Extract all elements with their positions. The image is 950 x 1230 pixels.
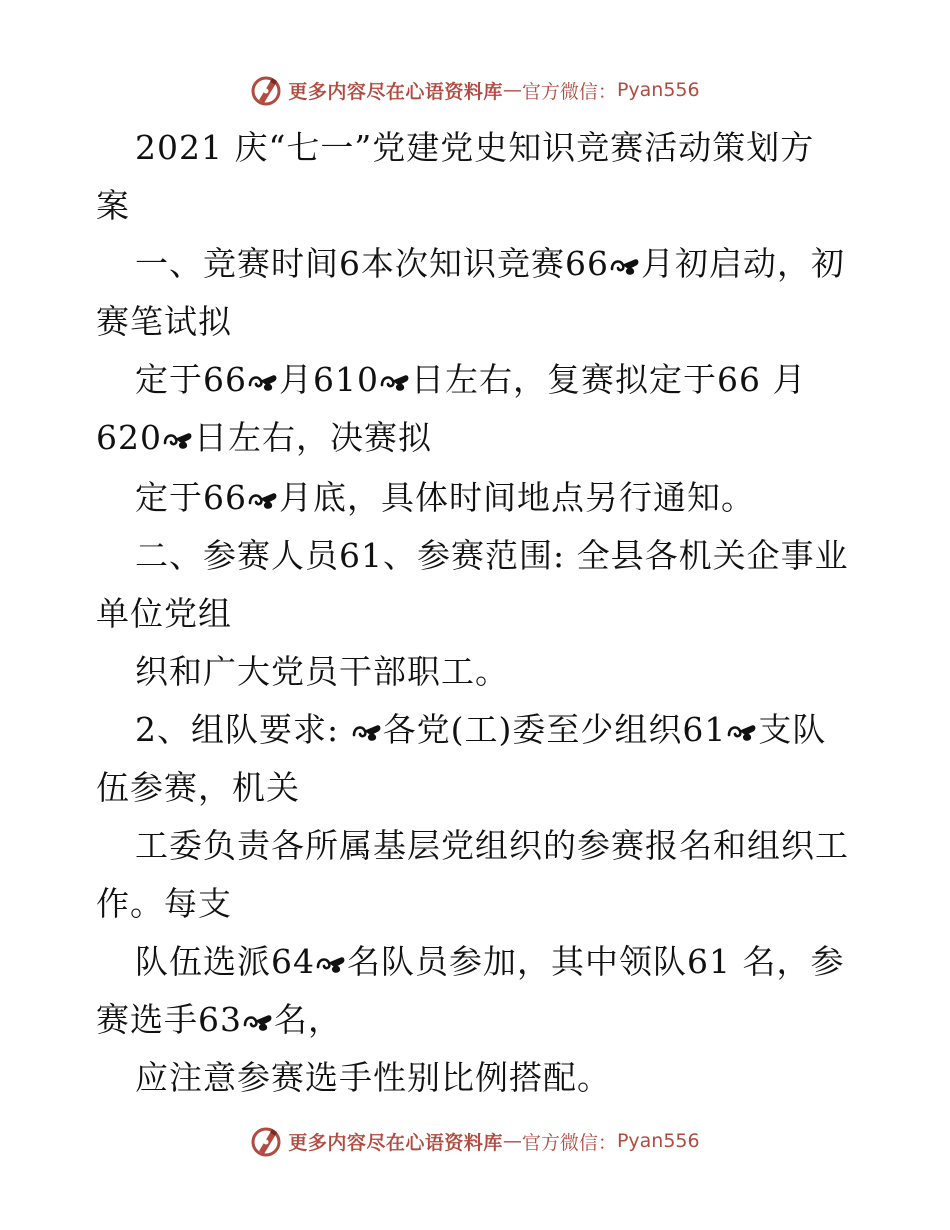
paragraph-line: 作。每支 bbox=[96, 884, 232, 923]
paragraph-line bbox=[135, 360, 806, 400]
watermark-text: 更多内容尽在心语资料库 bbox=[288, 80, 503, 103]
text-segment: 定于66 bbox=[135, 478, 247, 517]
text-segment: 620 bbox=[96, 418, 162, 457]
paragraph-line bbox=[135, 710, 826, 750]
header-watermark bbox=[0, 70, 950, 110]
footer-watermark bbox=[0, 1121, 950, 1161]
text-segment: 月初启动，初 bbox=[641, 244, 845, 283]
text-segment: 支队 bbox=[758, 710, 827, 749]
watermark-text: 更多内容尽在心语资料库 bbox=[288, 1131, 503, 1154]
text-segment: 日左右，决赛拟 bbox=[194, 418, 432, 457]
paragraph-line: 单位党组 bbox=[96, 594, 232, 633]
swirl-bullet-icon bbox=[248, 371, 278, 393]
text-segment: 日左右，复赛拟定于66 月 bbox=[411, 360, 807, 399]
swirl-bullet-icon bbox=[316, 953, 346, 975]
paragraph-line: 应注意参赛选手性别比例搭配。 bbox=[135, 1058, 611, 1097]
pen-circle-logo-icon bbox=[250, 1125, 282, 1157]
paragraph-line: 伍参赛，机关 bbox=[96, 768, 300, 807]
swirl-bullet-icon bbox=[380, 371, 410, 393]
swirl-bullet-icon bbox=[352, 721, 382, 743]
text-segment: 定于66 bbox=[135, 360, 247, 399]
text-segment: 名， bbox=[274, 1000, 342, 1039]
paragraph-line bbox=[96, 418, 432, 458]
swirl-bullet-icon bbox=[248, 489, 278, 511]
swirl-bullet-icon bbox=[727, 721, 757, 743]
paragraph-line: 赛笔试拟 bbox=[96, 302, 232, 341]
text-segment: 月610 bbox=[279, 360, 379, 399]
paragraph-line bbox=[135, 478, 755, 518]
page-title-line-2: 案 bbox=[96, 186, 130, 225]
swirl-bullet-icon bbox=[610, 255, 640, 277]
text-segment: 名队员参加，其中领队61 名，参 bbox=[347, 942, 845, 981]
paragraph-line: 织和广大党员干部职工。 bbox=[135, 652, 509, 691]
text-segment: 月底，具体时间地点另行通知。 bbox=[279, 478, 755, 517]
watermark-wechat-id: Pyan556 bbox=[616, 79, 700, 101]
watermark-wechat-label: 官方微信： bbox=[521, 80, 617, 103]
watermark-wechat-id: Pyan556 bbox=[616, 1130, 700, 1152]
swirl-bullet-icon bbox=[243, 1011, 273, 1033]
paragraph-line bbox=[96, 1000, 342, 1040]
watermark-wechat-label: 官方微信： bbox=[521, 1131, 617, 1154]
paragraph-line: 工委负责各所属基层党组织的参赛报名和组织工 bbox=[135, 826, 849, 865]
paragraph-line bbox=[135, 244, 845, 284]
watermark-separator: — bbox=[502, 79, 522, 101]
text-segment: 一、竞赛时间6本次知识竞赛66 bbox=[135, 244, 609, 283]
text-segment: 队伍选派64 bbox=[135, 942, 315, 981]
watermark-separator: — bbox=[502, 1130, 522, 1152]
pen-circle-logo-icon bbox=[250, 74, 282, 106]
swirl-bullet-icon bbox=[163, 429, 193, 451]
text-segment: 各党(工)委至少组织61 bbox=[382, 710, 727, 749]
page-title-line-1: 2021 庆“七一”党建党史知识竞赛活动策划方 bbox=[135, 128, 815, 167]
paragraph-line bbox=[135, 942, 844, 982]
text-segment: 赛选手63 bbox=[96, 1000, 242, 1039]
paragraph-line: 二、参赛人员61、参赛范围: 全县各机关企事业 bbox=[135, 536, 849, 575]
text-segment: 2、组队要求: bbox=[135, 710, 351, 749]
